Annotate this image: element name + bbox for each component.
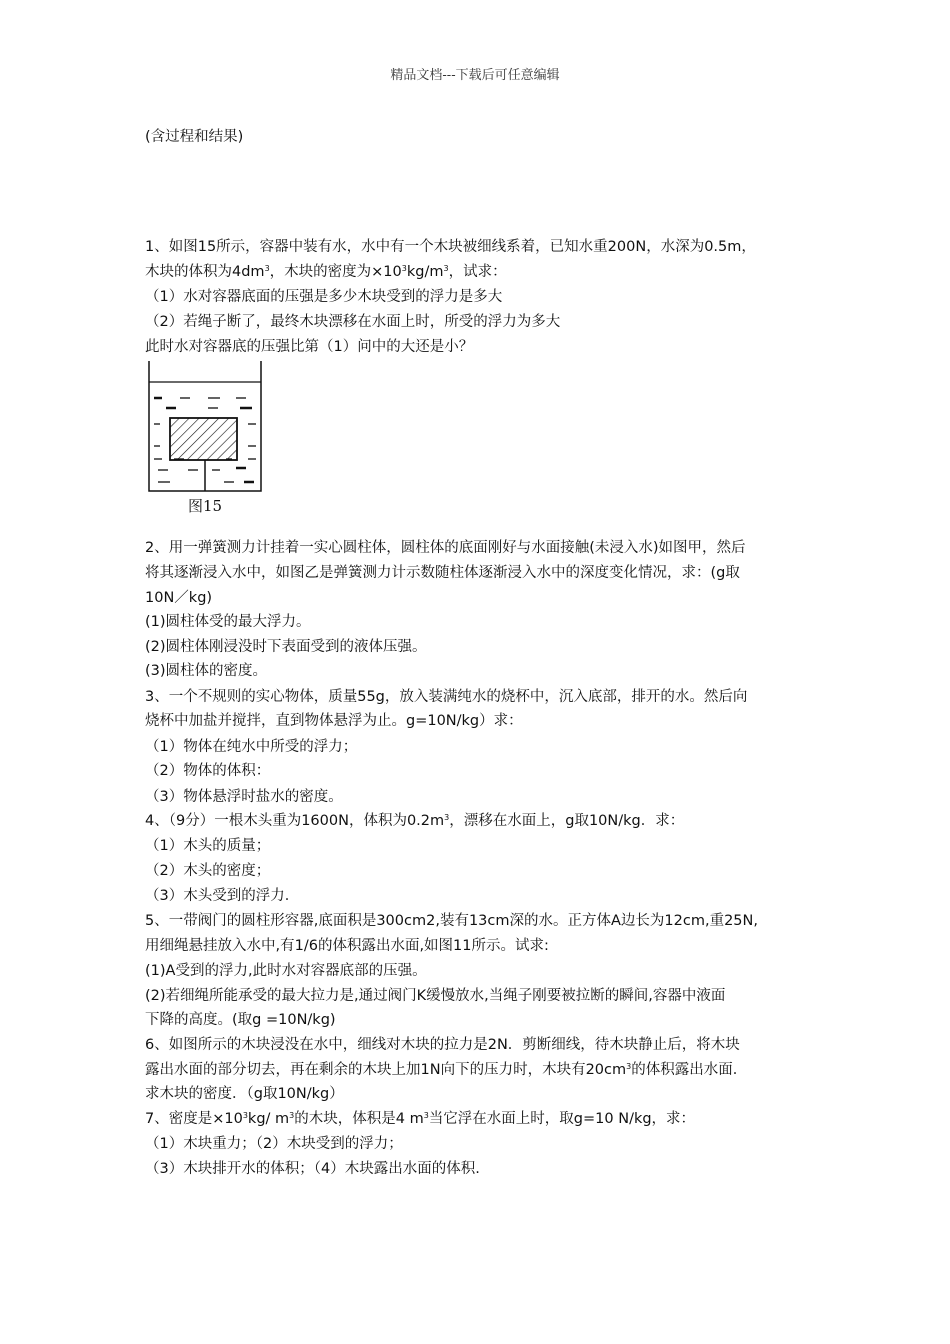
q7-line2: （1）木块重力；（2）木块受到的浮力；: [145, 1136, 403, 1152]
figure-caption: 图15: [188, 497, 223, 515]
q2-line2: 将其逐渐浸入水中，如图乙是弹簧测力计示数随柱体逐渐浸入水中的深度变化情况，求：(g取: [145, 565, 740, 581]
q4-line1: 4、（9分）一根木头重为1600N，体积为$0.2m^3$，漂移在水面上，g取10N/kg．求：: [145, 813, 685, 829]
q2-line5: (2)圆柱体刚浸没时下表面受到的液体压强。: [145, 639, 427, 655]
q2-line3: 10N／kg): [145, 590, 213, 606]
q4-line2: （1）木头的质量；: [145, 838, 271, 854]
q5-line4: (2)若细绳所能承受的最大拉力是,通过阀门K缓慢放水,当绳子刚要被拉断的瞬间,容器中液面: [145, 988, 726, 1004]
q5-line5: 下降的高度。(取g =10N/kg): [145, 1012, 336, 1028]
q5-line3: (1)A受到的浮力,此时水对容器底部的压强。: [145, 963, 427, 979]
q5-line1: 5、一带阀门的圆柱形容器,底面积是300cm2,装有13cm深的水。正方体A边长为12cm,重25N,: [145, 913, 758, 929]
q3-line5: （3）物体悬浮时盐水的密度。: [145, 789, 343, 805]
q1-line5: 此时水对容器底的压强比第（1）问中的大还是小？: [145, 339, 474, 355]
q1-line1: 1、如图15所示，容器中装有水，水中有一个木块被细线系着，已知水重200N，水深为0.5m，: [145, 239, 756, 255]
wooden-block: [170, 418, 237, 460]
page-header: 精品文档---下载后可任意编辑: [390, 68, 560, 83]
container-diagram: [140, 358, 270, 518]
q6-line2: 露出水面的部分切去，再在剩余的木块上加1N向下的压力时，木块有$20cm^3$的体积露出水面．: [145, 1062, 748, 1078]
q2-line4: (1)圆柱体受的最大浮力。: [145, 614, 311, 630]
q1-line3: （1）水对容器底面的压强是多少木块受到的浮力是多大: [145, 289, 503, 305]
intro-text: (含过程和结果): [145, 129, 244, 145]
q7-line3: （3）木块排开水的体积；（4）木块露出水面的体积.: [145, 1161, 480, 1177]
q3-line3: （1）物体在纯水中所受的浮力；: [145, 739, 358, 755]
q2-line1: 2、用一弹簧测力计挂着一实心圆柱体，圆柱体的底面刚好与水面接触(未浸入水)如图甲，然后: [145, 540, 746, 556]
q1-line2: 木块的体积为$4dm^3$，木块的密度为$\times 10^3kg/m^3$，试求：: [145, 264, 507, 280]
q3-line2: 烧杯中加盐并搅拌，直到物体悬浮为止。g=10N/kg）求：: [145, 713, 523, 729]
q3-line1: 3、一个不规则的实心物体，质量55g，放入装满纯水的烧杯中，沉入底部，排开的水。然后向: [145, 689, 748, 705]
q4-line3: （2）木头的密度；: [145, 863, 271, 879]
q2-line6: (3)圆柱体的密度。: [145, 663, 268, 679]
q3-line4: （2）物体的体积：: [145, 763, 271, 779]
q5-line2: 用细绳悬挂放入水中,有1/6的体积露出水面,如图11所示。试求:: [145, 938, 549, 954]
q4-line4: （3）木头受到的浮力．: [145, 888, 300, 904]
q6-line1: 6、如图所示的木块浸没在水中，细线对木块的拉力是2N．剪断细线，待木块静止后，将木块: [145, 1037, 740, 1053]
q6-line3: 求木块的密度．（g取10N/kg）: [145, 1086, 344, 1102]
figure-15: [140, 358, 270, 518]
q1-line4: （2）若绳子断了，最终木块漂移在水面上时，所受的浮力为多大: [145, 314, 561, 330]
q7-line1: 7、密度是$\times 10^3kg/$ $m^3$的木块，体积是4 $m^3$当它浮在水面上时，取g=10 N/kg，求：: [145, 1111, 696, 1127]
